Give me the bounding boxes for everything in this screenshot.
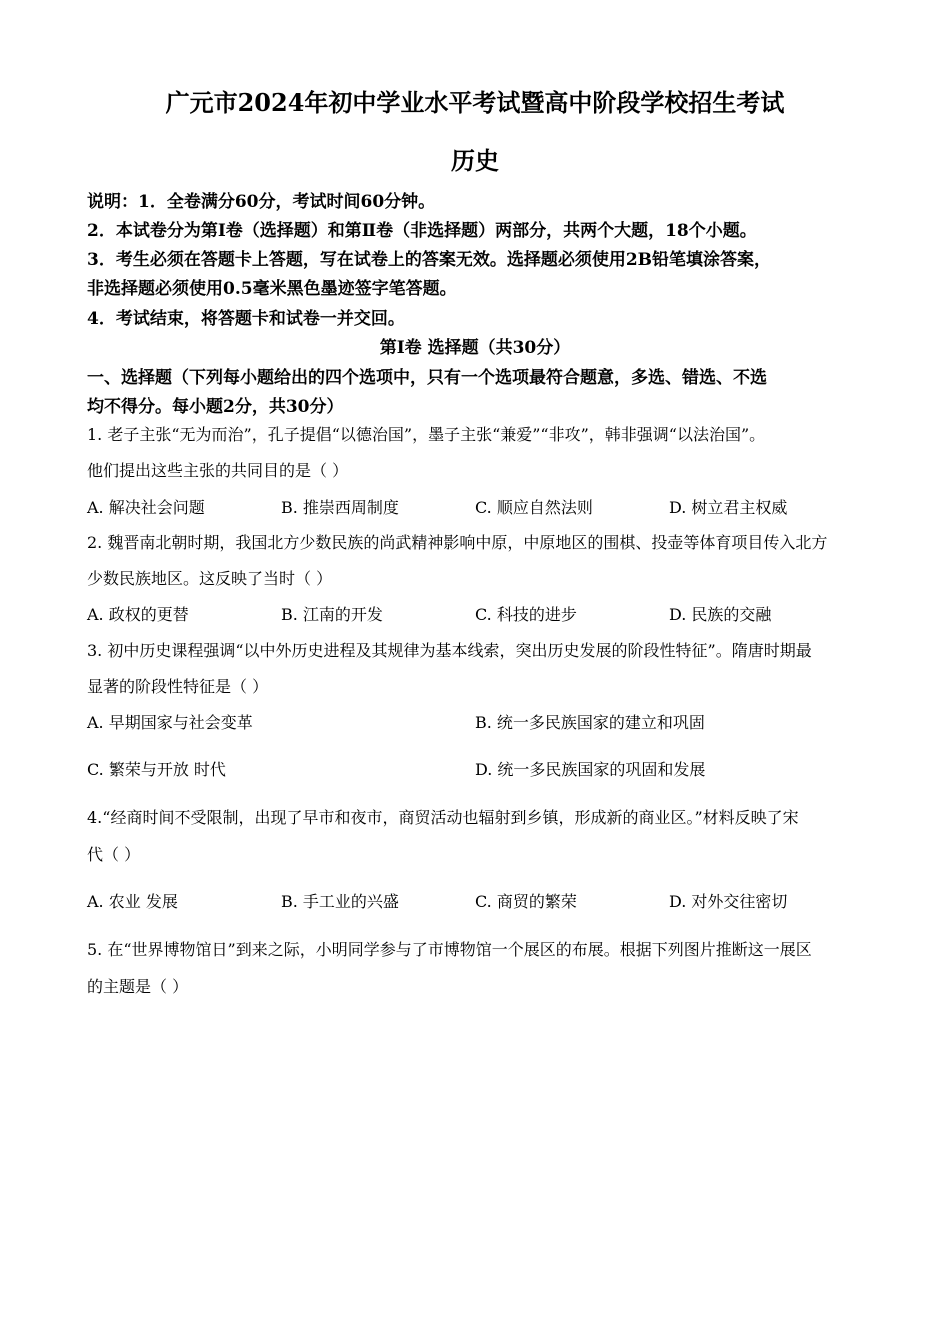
question-4-option-a: A. 农业 发展 — [87, 892, 178, 911]
question-4-option-d: D. 对外交往密切 — [669, 892, 788, 911]
question-2-text: 少数民族地区。这反映了当时（ ） — [87, 569, 333, 588]
instruction-line: 2．本试卷分为第Ⅰ卷（选择题）和第Ⅱ卷（非选择题）两部分，共两个大题，18个小题。 — [87, 221, 757, 241]
exam-title: 广元市2024年初中学业水平考试暨高中阶段学校招生考试 — [165, 88, 785, 117]
question-4-option-c: C. 商贸的繁荣 — [475, 892, 577, 911]
question-2-option-c: C. 科技的进步 — [475, 605, 577, 624]
question-5-text: 的主题是（ ） — [87, 977, 189, 996]
question-1-option-d: D. 树立君主权威 — [669, 498, 788, 517]
instruction-line: 说明：1．全卷满分60分，考试时间60分钟。 — [87, 192, 436, 212]
question-2-option-a: A. 政权的更替 — [87, 605, 189, 624]
question-4-text: 代（ ） — [87, 845, 141, 864]
question-3-text: 显著的阶段性特征是（ ） — [87, 677, 269, 696]
question-1-option-c: C. 顺应自然法则 — [475, 498, 593, 517]
section-heading: 均不得分。每小题2分，共30分） — [87, 397, 344, 417]
question-1-text: 他们提出这些主张的共同目的是（ ） — [87, 461, 349, 480]
instruction-line: 4．考试结束，将答题卡和试卷一并交回。 — [87, 309, 405, 329]
section-heading: 一、选择题（下列每小题给出的四个选项中，只有一个选项最符合题意，多选、错选、不选 — [87, 368, 767, 388]
instruction-line: 非选择题必须使用0.5毫米黑色墨迹签字笔答题。 — [87, 279, 457, 299]
question-3-text: 3. 初中历史课程强调“以中外历史进程及其规律为基本线索，突出历史发展的阶段性特征”。隋唐时期最 — [87, 641, 812, 660]
question-3-option-d: D. 统一多民族国家的巩固和发展 — [475, 760, 706, 779]
question-3-option-c: C. 繁荣与开放 时代 — [87, 760, 226, 779]
question-1-option-b: B. 推崇西周制度 — [281, 498, 399, 517]
question-3-option-b: B. 统一多民族国家的建立和巩固 — [475, 713, 705, 732]
question-2-option-b: B. 江南的开发 — [281, 605, 383, 624]
question-2-text: 2. 魏晋南北朝时期，我国北方少数民族的尚武精神影响中原，中原地区的围棋、投壶等体育项目传入北方 — [87, 533, 828, 552]
question-4-option-b: B. 手工业的兴盛 — [281, 892, 399, 911]
question-2-option-d: D. 民族的交融 — [669, 605, 772, 624]
subject-title: 历史 — [451, 146, 499, 175]
instruction-line: 3．考生必须在答题卡上答题，写在试卷上的答案无效。选择题必须使用2B铅笔填涂答案， — [87, 250, 772, 270]
question-4-text: 4.“经商时间不受限制，出现了早市和夜市，商贸活动也辐射到乡镇，形成新的商业区。”材料反映了宋 — [87, 808, 799, 827]
question-3-option-a: A. 早期国家与社会变革 — [87, 713, 253, 732]
question-1-text: 1. 老子主张“无为而治”，孔子提倡“以德治国”，墨子主张“兼爱”“非攻”，韩非强调“以法治国”。 — [87, 425, 766, 444]
question-5-text: 5. 在“世界博物馆日”到来之际，小明同学参与了市博物馆一个展区的布展。根据下列图片推断这一展区 — [87, 940, 812, 959]
section-title: 第Ⅰ卷 选择题（共30分） — [379, 338, 571, 358]
question-1-option-a: A. 解决社会问题 — [87, 498, 205, 517]
